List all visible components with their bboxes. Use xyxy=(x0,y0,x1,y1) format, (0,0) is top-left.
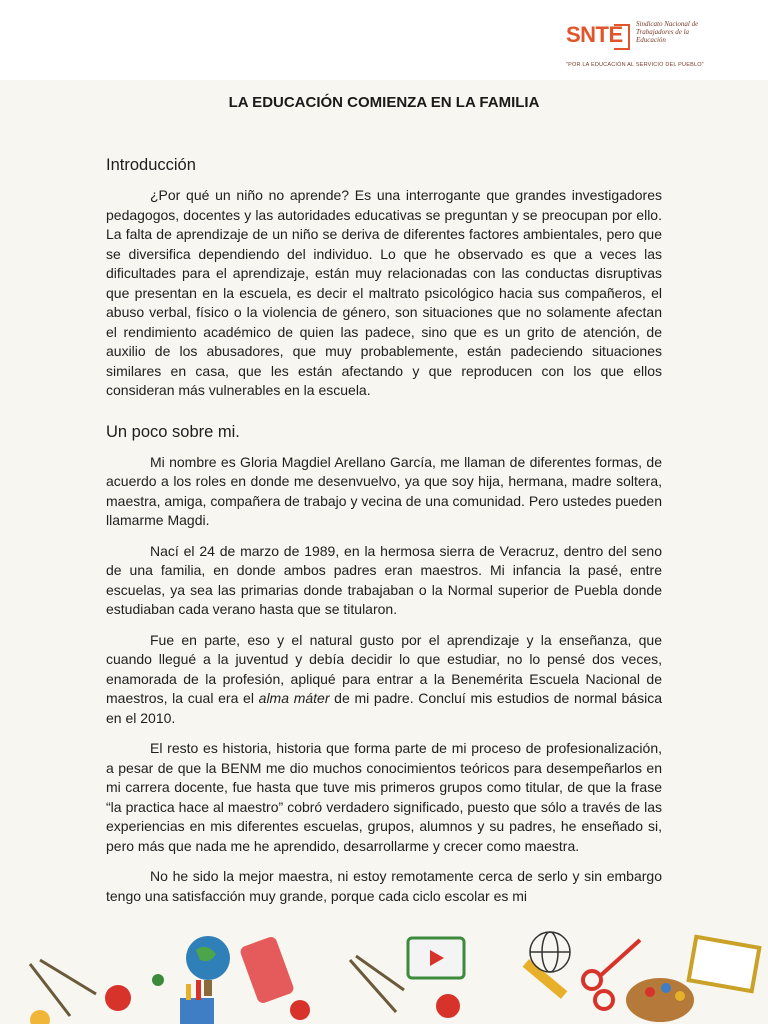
pin-icon xyxy=(152,974,164,986)
paragraph: Nací el 24 de marzo de 1989, en la hermosa sierra de Veracruz, dentro del seno de una familia, en donde ambos padres eran maestros. Mi infancia la pasé, entre escuelas, ya sea las primarias donde trabajaban o la Normal superior de Puebla donde estudiaban cada verano hasta que se titularon. xyxy=(106,542,662,617)
paragraph: Mi nombre es Gloria Magdiel Arellano García, me llaman de diferentes formas, de acuerdo a los roles en donde me desenvuelvo, ya que soy hija, hermana, madre soltera, maestra, amiga, compañera de trabajo y vecina de una comunidad. Pero ustedes pueden llamarme Magdi. xyxy=(106,453,662,528)
paragraph: No he sido la mejor maestra, ni estoy remotamente cerca de serlo y sin embargo tengo una satisfacción muy grande, porque cada ciclo escolar es mi xyxy=(106,868,662,904)
document-title: LA EDUCACIÓN COMIENZA EN LA FAMILIA xyxy=(228,94,540,111)
section-heading: Introducción xyxy=(106,156,196,174)
snte-logo xyxy=(566,18,716,74)
chalkboard-icon xyxy=(689,937,760,991)
org-motto: "POR LA EDUCACIÓN AL SERVICIO DEL PUEBLO" xyxy=(566,62,704,68)
globe-wire-icon xyxy=(530,932,570,972)
document-body xyxy=(106,154,662,906)
paragraph: El resto es historia, historia que forma parte de mi proceso de profesionalización, a pesar de que la BENM me dio muchos conocimientos teóricos para desempeñarlos en mi carrera docente, fue hasta que tuve mis primeros grupos como titular, de que la frase “la practica hace al maestro” cobró verdadero significado, puesto que sólo a través de las experiencias en mis diferentes escuelas, grupos, alumnos y su padres, he enseñado si, pero más que nada me he aprendido, desarrollarme y crecer como maestra. xyxy=(106,740,662,854)
compass-icon xyxy=(30,960,96,1016)
phone-icon xyxy=(239,935,295,1004)
logo-mark: SNTE xyxy=(566,22,623,47)
section-heading: Un poco sobre mi. xyxy=(106,422,240,441)
ruler-icon xyxy=(523,959,568,999)
section-un-poco-sobre-mi xyxy=(106,421,662,907)
page-header xyxy=(0,0,768,80)
apple-icon xyxy=(105,985,131,1011)
school-supplies-border xyxy=(0,920,768,1024)
palette-icon xyxy=(626,978,694,1022)
apple-icon xyxy=(290,1000,310,1020)
paragraph-with-italic: Fue en parte, eso y el natural gusto por el aprendizaje y la enseñanza, que cuando llegué a la juventud y debía decidir lo que estudiar, no lo pensé dos veces, enamorada de la profesión, apliqué para entrar a la Benemérita Escuela Nacional de maestros, la cual era el alma máter de mi padre. Concluí mis estudios de normal básica en el 2010. xyxy=(106,631,662,726)
apple-icon xyxy=(436,994,460,1018)
org-name: Sindicato Nacional de Trabajadores de la Educación xyxy=(636,20,699,44)
logo-frame xyxy=(614,24,630,50)
globe-icon xyxy=(186,936,230,996)
section-introduccion xyxy=(106,154,662,401)
sun-icon xyxy=(30,1010,50,1024)
video-player-icon xyxy=(408,938,464,978)
paragraph: ¿Por qué un niño no aprende? Es una interrogante que grandes investigadores pedagogos, docentes y las autoridades educativas se preguntan y se preocupan por ello. La falta de aprendizaje de un niño se deriva de diferentes factores ambientales, pero que se diversifica dependiendo del individuo. Lo que he observado es que a veces las dificultades para el aprendizaje, están muy relacionadas con las conductas disruptivas que presentan en la escuela, es decir el maltrato psicológico hacia sus compañeros, el abuso verbal, físico o la violencia de género, son situaciones que no solamente afectan el rendimiento académico de quien las padece, sino que es un grito de atención, de auxilio de los abusadores, que muy probablemente, están padeciendo situaciones similares en casa, que les están afectando y que reproducen con los que ellos consideran más vulnerables en la escuela. xyxy=(106,187,662,398)
compass-icon xyxy=(350,956,404,1012)
italic-phrase: alma máter xyxy=(258,690,330,706)
